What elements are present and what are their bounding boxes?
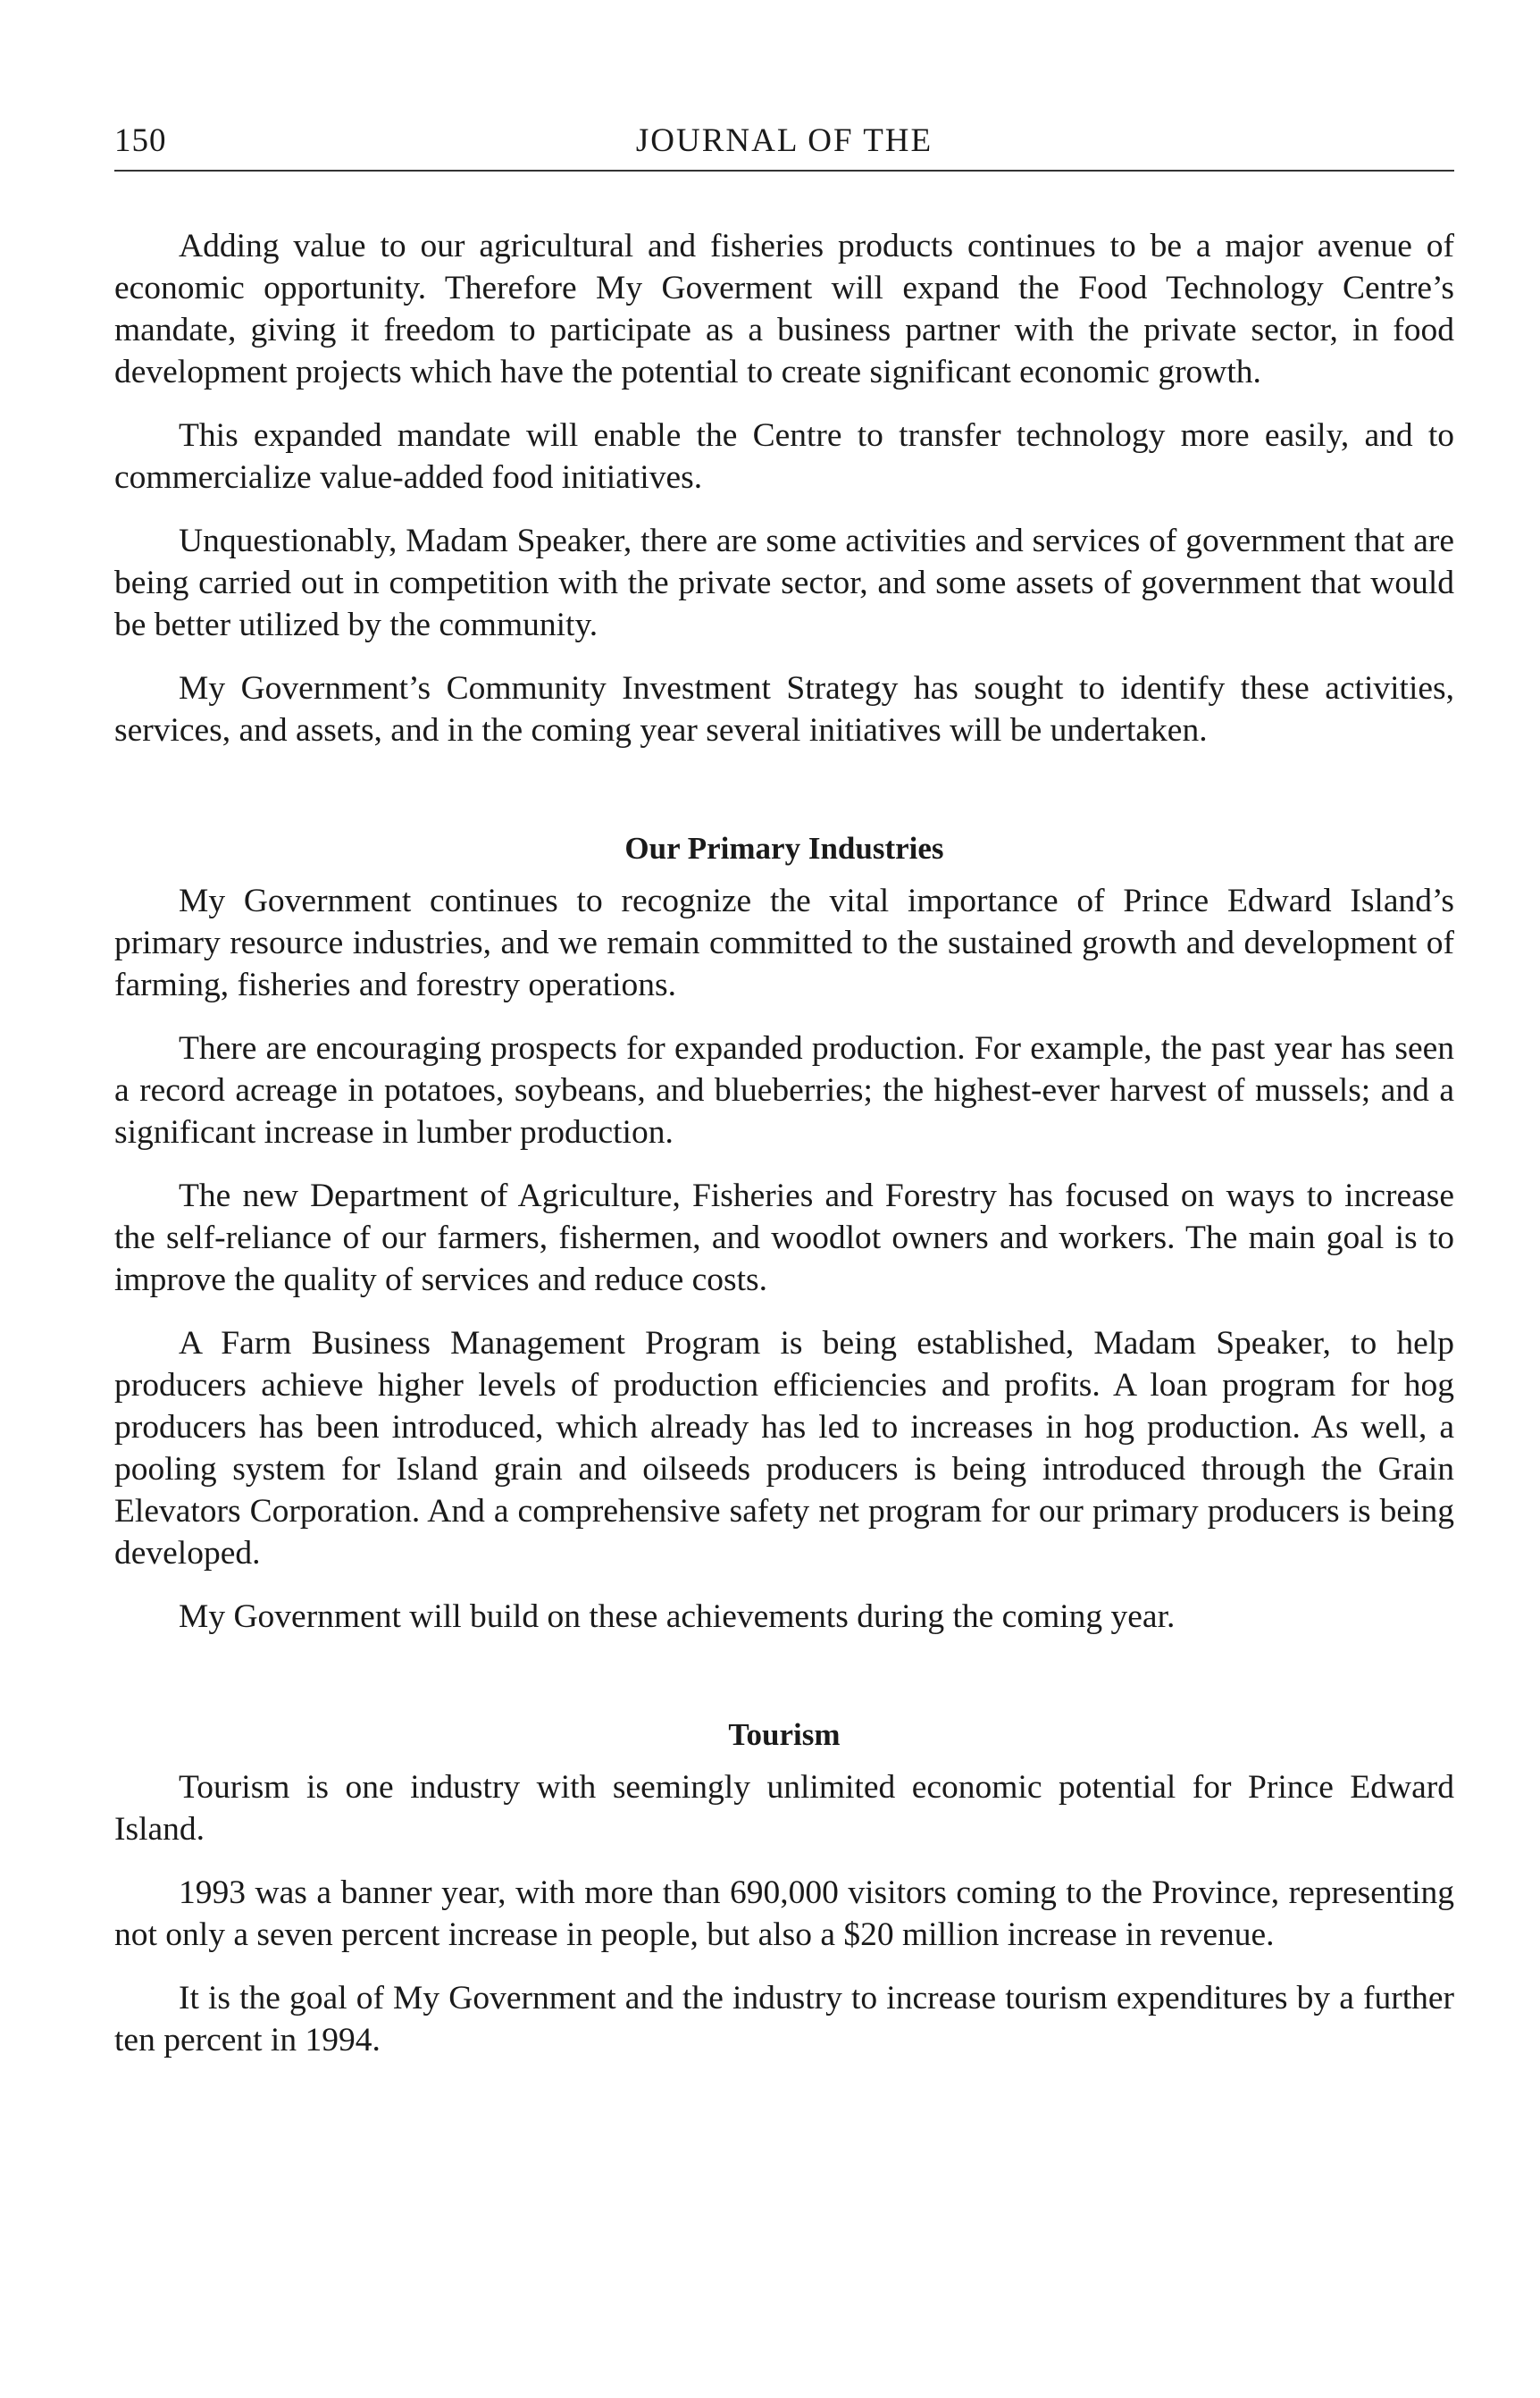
paragraph: My Government continues to recognize the vital importance of Prince Edward Island’s primary resource industries, and we remain committed to the sustained growth and development of farming, fisheries and forestry operations. — [114, 883, 1454, 1003]
journal-page — [114, 116, 1454, 2083]
paragraph: It is the goal of My Government and the industry to increase tourism expenditures by a further ten percent in 1994. — [114, 1980, 1454, 2058]
section-tourism — [114, 1715, 1454, 2061]
paragraph: The new Department of Agriculture, Fisheries and Forestry has focused on ways to increase the self-reliance of our farmers, fishermen, and woodlot owners and workers. The main goal is to improve the quality of services and reduce costs. — [114, 1178, 1454, 1298]
page-body — [114, 225, 1454, 2061]
paragraph: My Government will build on these achievements during the coming year. — [179, 1598, 1176, 1635]
paragraph: My Government’s Community Investment Strategy has sought to identify these activities, services, and assets, and in the coming year several initiatives will be undertaken. — [114, 670, 1454, 749]
section-spacer — [114, 1659, 1454, 1715]
paragraph: Unquestionably, Madam Speaker, there are some activities and services of government that are being carried out in competition with the private sector, and some assets of government that would be better utilized by the community. — [114, 523, 1454, 643]
section-heading: Our Primary Industries — [624, 831, 944, 866]
paragraph: Adding value to our agricultural and fisheries products continues to be a major avenue of economic opportunity. Therefore My Goverment will expand the Food Technology Centre’s mandate, giving it freedom to participate as a business partner with the private sector, in food development projects which have the potential to create significant economic growth. — [114, 228, 1454, 390]
paragraph: Tourism is one industry with seemingly unlimited economic potential for Prince Edward Island. — [114, 1769, 1454, 1848]
running-head: JOURNAL OF THE — [635, 122, 933, 159]
section-primary-industries — [114, 828, 1454, 1638]
paragraph: A Farm Business Management Program is being established, Madam Speaker, to help producers achieve higher levels of production efficiencies and profits. A loan program for hog producers has been introduced, which already has led to increases in hog production. As well, a pooling system for Island grain and oilseeds producers is being introduced through the Grain Elevators Corporation. And a comprehensive safety net program for our primary producers is being developed. — [114, 1325, 1454, 1572]
paragraph: 1993 was a banner year, with more than 690,000 visitors coming to the Province, representing not only a seven percent increase in people, but also a $20 million increase in revenue. — [114, 1874, 1454, 1953]
paragraph: This expanded mandate will enable the Centre to transfer technology more easily, and to commercialize value-added food initiatives. — [114, 417, 1454, 496]
section-intro — [114, 225, 1454, 751]
section-heading: Tourism — [728, 1717, 841, 1752]
section-spacer — [114, 773, 1454, 828]
page-number: 150 — [114, 122, 167, 159]
paragraph: There are encouraging prospects for expanded production. For example, the past year has seen a record acreage in potatoes, soybeans, and blueberries; the highest-ever harvest of mussels; and a significant increase in lumber production. — [114, 1030, 1454, 1151]
page-header — [114, 116, 1454, 172]
